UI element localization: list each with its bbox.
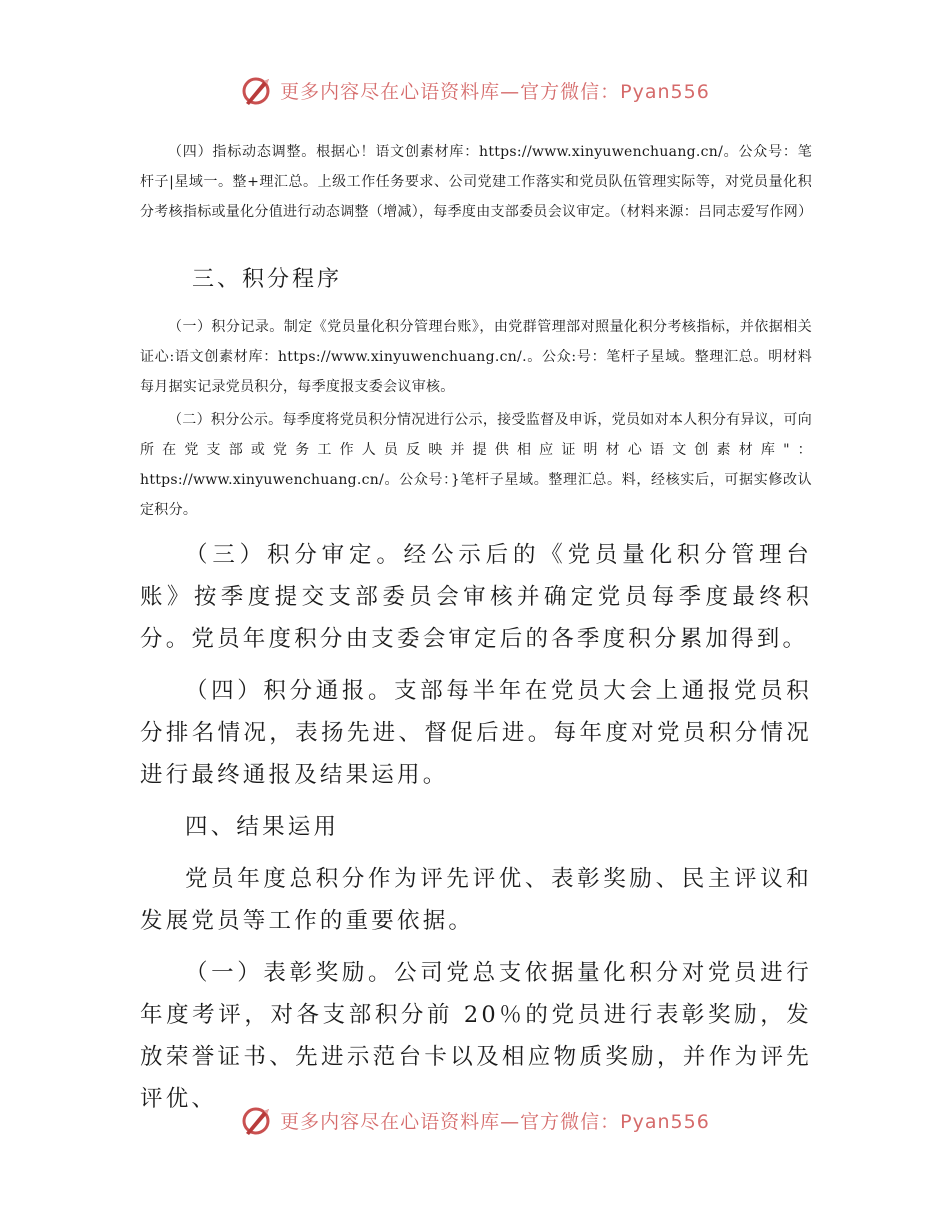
header-brand-text: 更多内容尽在心语资料库—官方微信：Pyan556: [280, 80, 710, 103]
section-heading: 三、积分程序: [192, 267, 343, 292]
section-heading-procedure: [140, 260, 812, 300]
paragraph-text: （一）表彰奖励。公司党总支依据量化积分对党员进行年度考评，对各支部积分前 20％的党员进行表彰奖励，发放荣誉证书、先进示范台卡以及相应物质奖励，并作为评先评优、: [140, 960, 812, 1112]
pen-logo-icon: [240, 73, 274, 107]
paragraph-text: （二）积分公示。每季度将党员积分情况进行公示，接受监督及申诉，党员如对本人积分有异议，可向所在党支部或党务工作人员反映并提供相应证明材心语文创素材库"：https://www.xinyuwenchuang.cn/。公众号：}笔杆子星域。整理汇总。料，经核实后，可据实修改认定积分。: [140, 412, 812, 518]
section-heading: 四、结果运用: [185, 814, 340, 840]
paragraph-commendation: [140, 952, 812, 1120]
paragraph-score-report: [140, 670, 812, 796]
page-footer: [0, 1098, 950, 1142]
section-heading-results: [140, 806, 812, 848]
paragraph-text: （四）积分通报。支部每半年在党员大会上通报党员积分排名情况，表扬先进、督促后进。每年度对党员积分情况进行最终通报及结果运用。: [140, 678, 812, 788]
paragraph-score-publicity: [140, 405, 812, 525]
paragraph-text: （三）积分审定。经公示后的《党员量化积分管理台账》按季度提交支部委员会审核并确定党员每季度最终积分。党员年度积分由支委会审定后的各季度积分累加得到。: [140, 542, 812, 652]
paragraph-indicator-adjustment: [140, 137, 812, 227]
page-header: [0, 68, 950, 112]
paragraph-text: （四）指标动态调整。根据心！语文创素材库：https://www.xinyuwenchuang.cn/。公众号：笔杆子|星域一。整+理汇总。上级工作任务要求、公司党建工作落实和党员队伍管理实际等，对党员量化积分考核指标或量化分值进行动态调整（增减），每季度由支部委员会议审定。（材料来源：吕同志爱写作网）: [140, 144, 813, 220]
paragraph-text: 党员年度总积分作为评先评优、表彰奖励、民主评议和发展党员等工作的重要依据。: [140, 866, 812, 934]
paragraph-text: （一）积分记录。制定《党员量化积分管理台账》，由党群管理部对照量化积分考核指标，并依据相关证心:语文创素材库：https://www.xinyuwenchuang.cn/.。公众:号：笔杆子星域。整理汇总。明材料每月据实记录党员积分，每季度报支委会议审核。: [140, 319, 812, 395]
paragraph-results-intro: [140, 858, 812, 942]
footer-brand-text: 更多内容尽在心语资料库—官方微信：Pyan556: [280, 1110, 710, 1133]
paragraph-score-review: [140, 534, 812, 660]
pen-logo-icon: [240, 1103, 274, 1137]
paragraph-score-record: [140, 312, 812, 402]
